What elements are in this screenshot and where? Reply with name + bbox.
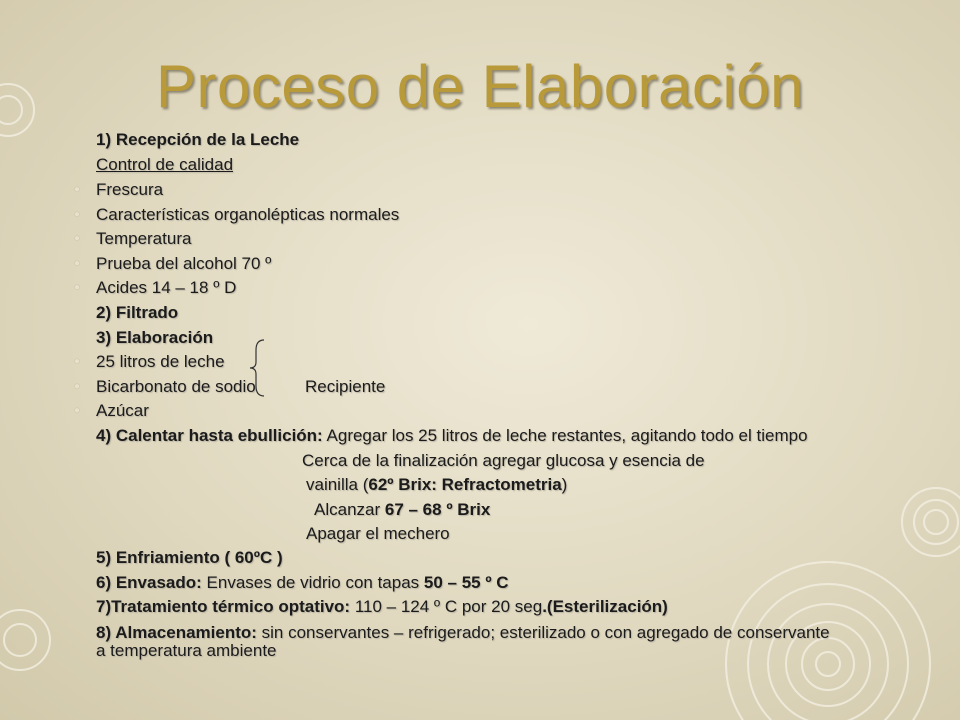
step-4-text: Agregar los 25 litros de leche restantes, agitando todo el tiempo bbox=[322, 426, 808, 445]
reach-text: Alcanzar bbox=[314, 500, 385, 519]
closing-paren: ) bbox=[561, 475, 568, 494]
step-4-line bbox=[96, 426, 808, 446]
quality-control-heading: Control de calidad bbox=[96, 155, 234, 174]
step-7-text: 110 – 124 º C por 20 seg bbox=[350, 597, 543, 616]
step-4-line-5: Apagar el mechero bbox=[306, 524, 450, 543]
step-4-line-2: Cerca de la finalización agregar glucosa y esencia de bbox=[302, 451, 705, 470]
brix-target: 67 – 68 º Brix bbox=[384, 500, 491, 519]
list-item: Prueba del alcohol 70 º bbox=[96, 254, 272, 273]
step-8-heading: 8) Almacenamiento: bbox=[96, 623, 257, 642]
step-6-text: Envases de vidrio con tapas bbox=[201, 573, 424, 592]
list-item: Azúcar bbox=[96, 401, 149, 420]
list-item: Temperatura bbox=[96, 229, 192, 248]
list-item: Frescura bbox=[96, 180, 164, 199]
step-6-line bbox=[96, 573, 509, 593]
container-label: Recipiente bbox=[305, 377, 386, 396]
bullet-icon: ● bbox=[74, 184, 81, 195]
step-7-heading: 7)Tratamiento térmico optativo: bbox=[96, 597, 351, 616]
bullet-icon: ● bbox=[74, 258, 81, 269]
slide-title: Proceso de Elaboración bbox=[155, 53, 805, 120]
step-3-heading: 3) Elaboración bbox=[96, 328, 214, 347]
vanilla-text: vainilla ( bbox=[306, 475, 369, 494]
step-4-line-3 bbox=[306, 475, 567, 495]
bullet-icon: ● bbox=[74, 282, 81, 293]
bullet-icon: ● bbox=[74, 405, 81, 416]
step-6-heading: 6) Envasado: bbox=[96, 573, 202, 592]
list-item: 25 litros de leche bbox=[96, 352, 225, 371]
step-4-heading: 4) Calentar hasta ebullición: bbox=[96, 426, 323, 445]
bullet-icon: ● bbox=[74, 381, 81, 392]
step-1-heading: 1) Recepción de la Leche bbox=[96, 130, 300, 149]
bullet-icon: ● bbox=[74, 233, 81, 244]
step-8-line-2: a temperatura ambiente bbox=[96, 641, 277, 660]
step-6-temp: 50 – 55 º C bbox=[423, 573, 509, 592]
step-7-line bbox=[96, 597, 668, 617]
step-4-line-4 bbox=[314, 500, 490, 520]
step-8-line bbox=[96, 623, 830, 643]
step-8-text: sin conservantes – refrigerado; esterilizado o con agregado de conservante bbox=[256, 623, 830, 642]
brace-icon bbox=[248, 338, 268, 398]
step-5-heading: 5) Enfriamiento ( 60ºC ) bbox=[96, 548, 283, 567]
list-item: Acides 14 – 18 º D bbox=[96, 278, 237, 297]
step-7-sterilization: .(Esterilización) bbox=[542, 597, 668, 616]
list-item: Características organolépticas normales bbox=[96, 205, 400, 224]
list-item: Bicarbonato de sodio bbox=[96, 377, 256, 396]
bullet-icon: ● bbox=[74, 209, 81, 220]
brix-measure: 62º Brix: Refractometria bbox=[368, 475, 562, 494]
step-2-heading: 2) Filtrado bbox=[96, 303, 179, 322]
bullet-icon: ● bbox=[74, 356, 81, 367]
